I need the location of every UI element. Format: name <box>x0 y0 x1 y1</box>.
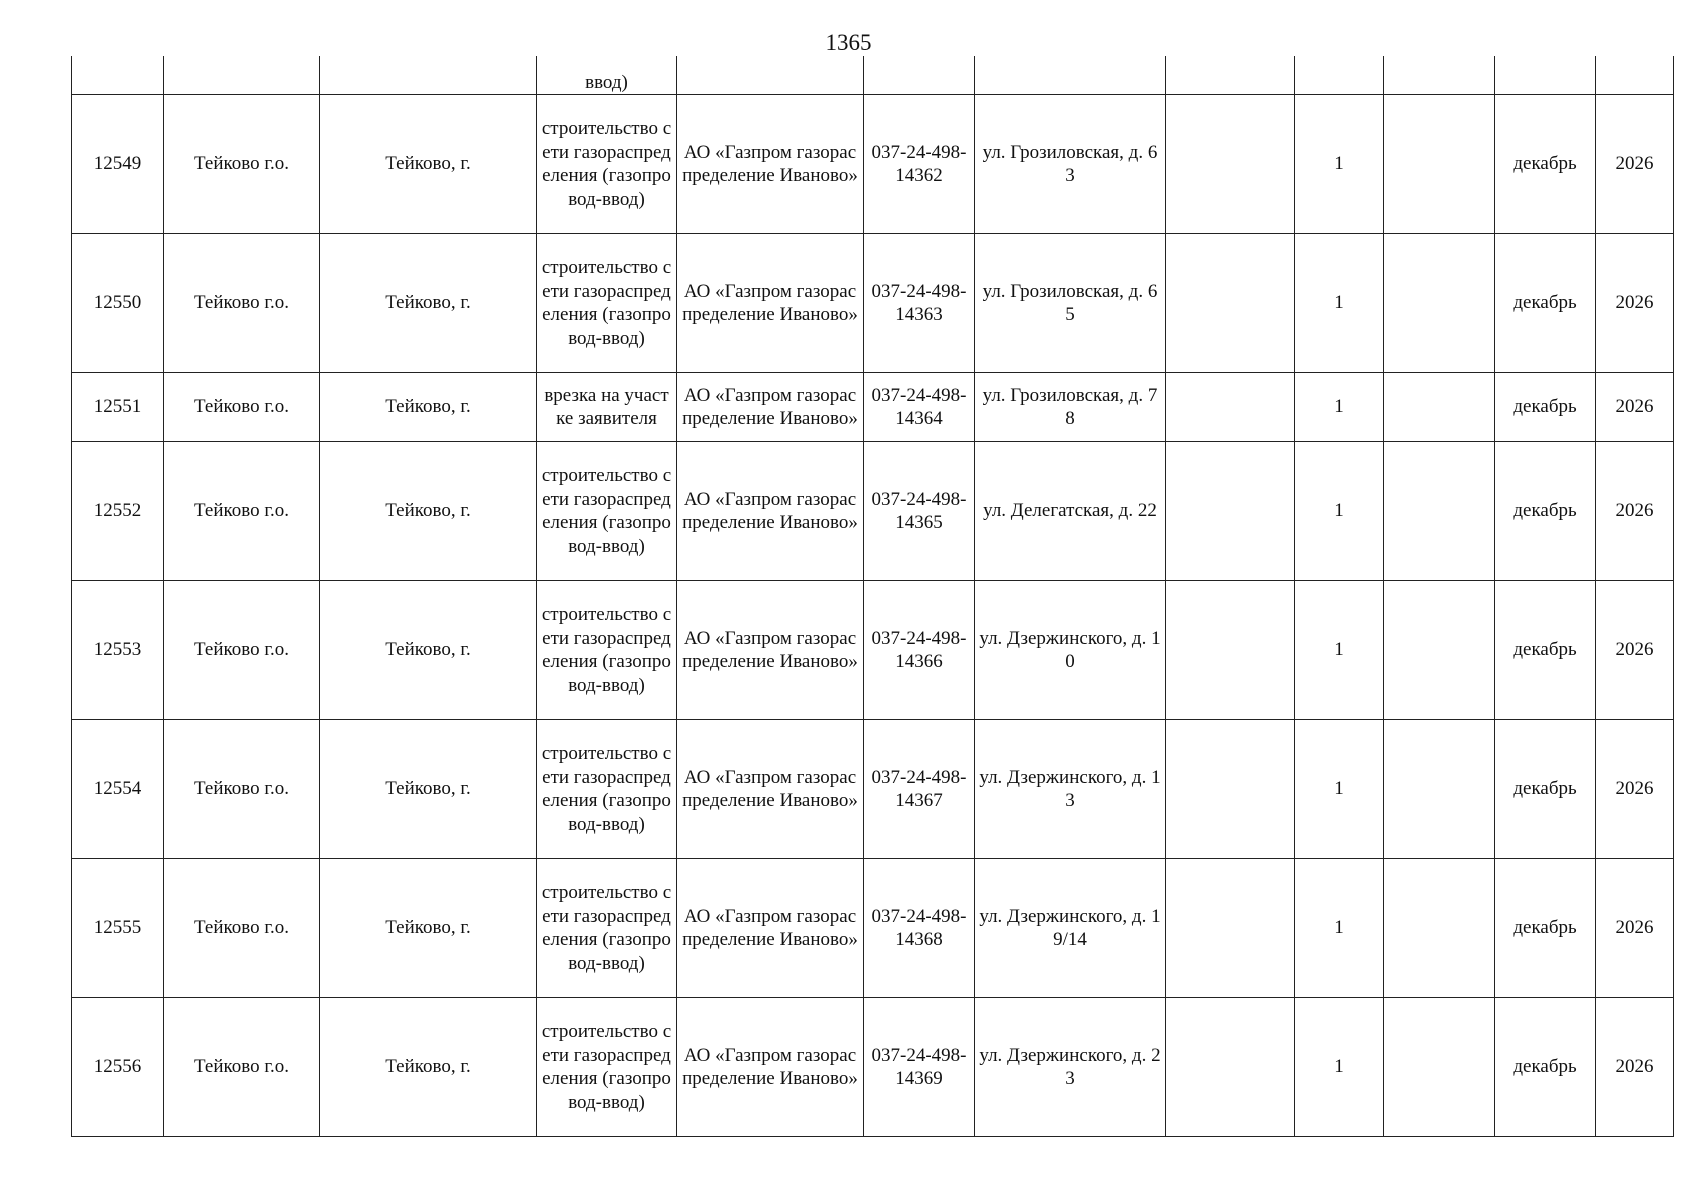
cell-district: Тейково г.о. <box>164 234 320 373</box>
cell-year: 2026 <box>1596 998 1674 1137</box>
cell-num: 12556 <box>72 998 164 1137</box>
cell-month: декабрь <box>1495 720 1596 859</box>
cell-col10 <box>1384 373 1495 442</box>
cell-locality: Тейково, г. <box>320 581 537 720</box>
cell-month: декабрь <box>1495 373 1596 442</box>
cell-num: 12553 <box>72 581 164 720</box>
cell-locality: Тейково, г. <box>320 859 537 998</box>
cell-work: врезка на участке заявителя <box>537 373 677 442</box>
cell-col8 <box>1166 859 1295 998</box>
cell-col8 <box>1166 95 1295 234</box>
cell-col10 <box>1384 998 1495 1137</box>
cell-num: 12551 <box>72 373 164 442</box>
cell-work: строительство сети газораспределения (газопровод-ввод) <box>537 998 677 1137</box>
cell-locality: Тейково, г. <box>320 720 537 859</box>
cell-code: 037-24-498-14368 <box>864 859 975 998</box>
cell-org: АО «Газпром газораспределение Иваново» <box>677 442 864 581</box>
cell-col8 <box>1166 442 1295 581</box>
cell-col10 <box>1384 581 1495 720</box>
table-row <box>72 581 1674 720</box>
cell-district: Тейково г.о. <box>164 95 320 234</box>
cell-year: 2026 <box>1596 581 1674 720</box>
cell-org: АО «Газпром газораспределение Иваново» <box>677 859 864 998</box>
table-row <box>72 95 1674 234</box>
cell-month: декабрь <box>1495 859 1596 998</box>
page-number: 1365 <box>825 30 872 55</box>
cell-address: ул. Дзержинского, д. 10 <box>975 581 1166 720</box>
cell-work: строительство сети газораспределения (газопровод-ввод) <box>537 442 677 581</box>
cell-address: ул. Дзержинского, д. 19/14 <box>975 859 1166 998</box>
cell-col8 <box>1166 998 1295 1137</box>
cell-code: 037-24-498-14363 <box>864 234 975 373</box>
cell-district: Тейково г.о. <box>164 373 320 442</box>
cell-address: ул. Грозиловская, д. 63 <box>975 95 1166 234</box>
cell-month: декабрь <box>1495 234 1596 373</box>
cell-num: 12554 <box>72 720 164 859</box>
cell-year <box>1596 56 1674 95</box>
cell-qty: 1 <box>1295 95 1384 234</box>
cell-year: 2026 <box>1596 442 1674 581</box>
cell-org: АО «Газпром газораспределение Иваново» <box>677 234 864 373</box>
cell-address: ул. Делегатская, д. 22 <box>975 442 1166 581</box>
cell-address: ул. Грозиловская, д. 78 <box>975 373 1166 442</box>
cell-address: ул. Дзержинского, д. 13 <box>975 720 1166 859</box>
cell-month: декабрь <box>1495 998 1596 1137</box>
cell-locality: Тейково, г. <box>320 998 537 1137</box>
cell-num: 12549 <box>72 95 164 234</box>
cell-org: АО «Газпром газораспределение Иваново» <box>677 581 864 720</box>
cell-work: строительство сети газораспределения (газопровод-ввод) <box>537 234 677 373</box>
cell-work: строительство сети газораспределения (газопровод-ввод) <box>537 581 677 720</box>
table-row <box>72 720 1674 859</box>
cell-work: строительство сети газораспределения (газопровод-ввод) <box>537 859 677 998</box>
cell-month: декабрь <box>1495 581 1596 720</box>
cell-col8 <box>1166 234 1295 373</box>
cell-col8 <box>1166 581 1295 720</box>
cell-col8 <box>1166 720 1295 859</box>
cell-org: АО «Газпром газораспределение Иваново» <box>677 373 864 442</box>
cell-code: 037-24-498-14366 <box>864 581 975 720</box>
cell-org: АО «Газпром газораспределение Иваново» <box>677 95 864 234</box>
cell-work: строительство сети газораспределения (газопровод-ввод) <box>537 720 677 859</box>
table-body <box>72 56 1674 1137</box>
cell-district: Тейково г.о. <box>164 442 320 581</box>
table-row <box>72 859 1674 998</box>
cell-work: ввод) <box>537 56 677 95</box>
cell-col10 <box>1384 720 1495 859</box>
cell-qty <box>1295 56 1384 95</box>
cell-qty: 1 <box>1295 581 1384 720</box>
cell-year: 2026 <box>1596 95 1674 234</box>
cell-qty: 1 <box>1295 373 1384 442</box>
cell-col10 <box>1384 442 1495 581</box>
cell-col10 <box>1384 56 1495 95</box>
cell-year: 2026 <box>1596 373 1674 442</box>
cell-district: Тейково г.о. <box>164 720 320 859</box>
cell-col10 <box>1384 234 1495 373</box>
table-row <box>72 442 1674 581</box>
cell-num: 12552 <box>72 442 164 581</box>
cell-org: АО «Газпром газораспределение Иваново» <box>677 998 864 1137</box>
cell-month: декабрь <box>1495 442 1596 581</box>
cell-qty: 1 <box>1295 234 1384 373</box>
cell-locality: Тейково, г. <box>320 95 537 234</box>
cell-district: Тейково г.о. <box>164 859 320 998</box>
cell-col10 <box>1384 95 1495 234</box>
cell-org: АО «Газпром газораспределение Иваново» <box>677 720 864 859</box>
cell-num: 12555 <box>72 859 164 998</box>
cell-code: 037-24-498-14369 <box>864 998 975 1137</box>
cell-address: ул. Грозиловская, д. 65 <box>975 234 1166 373</box>
gas-connection-table <box>71 56 1674 1137</box>
cell-col8 <box>1166 373 1295 442</box>
cell-code: 037-24-498-14365 <box>864 442 975 581</box>
cell-col10 <box>1384 859 1495 998</box>
cell-year: 2026 <box>1596 234 1674 373</box>
cell-locality <box>320 56 537 95</box>
table-row <box>72 998 1674 1137</box>
cell-num <box>72 56 164 95</box>
cell-qty: 1 <box>1295 442 1384 581</box>
continuation-row <box>72 56 1674 95</box>
cell-month: декабрь <box>1495 95 1596 234</box>
cell-num: 12550 <box>72 234 164 373</box>
table-row <box>72 373 1674 442</box>
table-row <box>72 234 1674 373</box>
cell-code: 037-24-498-14364 <box>864 373 975 442</box>
cell-locality: Тейково, г. <box>320 442 537 581</box>
cell-month <box>1495 56 1596 95</box>
cell-qty: 1 <box>1295 720 1384 859</box>
cell-district <box>164 56 320 95</box>
cell-work: строительство сети газораспределения (газопровод-ввод) <box>537 95 677 234</box>
cell-code: 037-24-498-14362 <box>864 95 975 234</box>
cell-qty: 1 <box>1295 998 1384 1137</box>
cell-locality: Тейково, г. <box>320 234 537 373</box>
cell-address: ул. Дзержинского, д. 23 <box>975 998 1166 1137</box>
cell-locality: Тейково, г. <box>320 373 537 442</box>
cell-org <box>677 56 864 95</box>
cell-code: 037-24-498-14367 <box>864 720 975 859</box>
cell-qty: 1 <box>1295 859 1384 998</box>
cell-address <box>975 56 1166 95</box>
cell-year: 2026 <box>1596 720 1674 859</box>
cell-district: Тейково г.о. <box>164 998 320 1137</box>
cell-code <box>864 56 975 95</box>
cell-district: Тейково г.о. <box>164 581 320 720</box>
cell-col8 <box>1166 56 1295 95</box>
cell-year: 2026 <box>1596 859 1674 998</box>
